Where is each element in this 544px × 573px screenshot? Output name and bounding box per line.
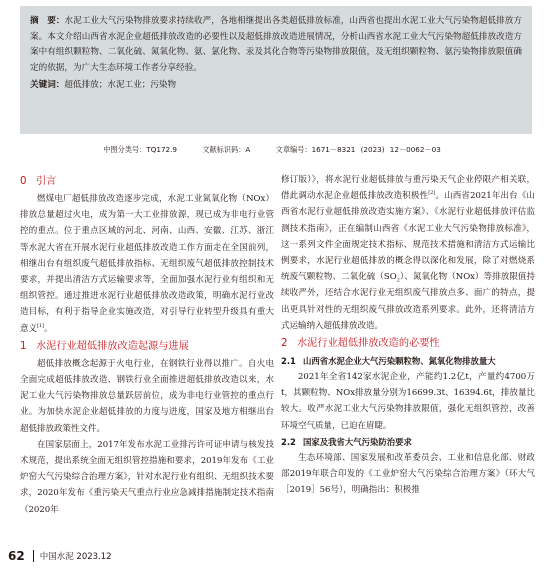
paragraph-text: ）、氮氧化物（NOx）等排放限值持续收严外，还结合水泥行业无组织废气排放点多、面广的特点，提出更具针对性的无组织废气排放改造系列要求。此外，还将清洁方式运输纳入超低排放改造。: [281, 272, 536, 331]
footer-divider: [33, 550, 34, 562]
origin-paragraph: 超低排放概念起源于火电行业，在钢铁行业得以推广。自火电全面完成超低排放改造、钢铁行业全面推进超低排放改造以来，水泥工业大气污染物排放总量跃居前位，成为非电行业管控的重点行业。为加快水泥企业超低排放的力度与进度，国家及地方相继出台超低排放政策性文件。: [20, 358, 274, 434]
intro-paragraph: [20, 191, 274, 337]
citation: [1]: [37, 322, 45, 329]
subsection-number: 2.2: [281, 436, 296, 447]
keywords-label: 关键词：: [30, 80, 65, 91]
journal-name: 中国水泥 2023.12: [39, 552, 112, 562]
abstract-label: 摘 要：: [30, 16, 65, 26]
section-title: 水泥行业超低排放改造的必要性: [297, 338, 440, 350]
keywords-line: [30, 78, 522, 94]
section-title: 引言: [36, 176, 57, 187]
requirements-paragraph: 生态环境部、国家发展和改革委员会、工业和信息化部、财政部2019年联合印发的《工业炉窑大气污染综合治理方案》（环大气［2019］56号），明确指出：积极推: [281, 452, 535, 496]
section-heading-0: [20, 173, 274, 190]
page-footer: [8, 546, 112, 566]
section-heading-1: [20, 338, 274, 355]
emission-paragraph: 2021年全省142家水泥企业，产能约1.2亿t，产量约4700万t，其颗粒物、NOx排放量分别为16699.3t、16394.6t，排放量比较大。收严水泥工业大气污染物排放限值，强化无组织管控，改善环境空气质量，已迫在眉睫。: [281, 372, 535, 431]
national-policy-paragraph: 在国家层面上，2017年发布水泥工业排污许可证申请与核发技术规范，提出系统全面无组织管控措施和要求，2019年发布《工业炉窑大气污染综合治理方案》，针对水泥行业有组织、无组织技术要求，2020年发布《重污染天气重点行业应急减排措施制定技术指南（2020年: [20, 439, 274, 515]
left-column: [20, 172, 274, 518]
abstract-text: 水泥工业大气污染物排放要求持续收严，各地相继提出各类超低排放标准，山西省也提出水泥工业大气污染物超低排放方案。本文介绍山西省水泥企业超低排放改造的必要性以及超低排放改造进展情况，分析山西省水泥工业大气污染物超低排放改造方案中有组织颗粒物、二氧化硫、氮氧化物、氨、氯化物、汞及其化合物等污染物排放限值，及无组织颗粒物、氨污染物排放限值确定的依据，为广大生态环境工作者分享经验。: [30, 16, 522, 73]
subsection-heading-2-2: [281, 434, 535, 450]
right-column: [281, 172, 535, 498]
subsection-number: 2.1: [281, 356, 296, 367]
section-number: 0: [20, 176, 27, 187]
section-number: 2: [281, 338, 288, 350]
doc-code: 文献标识码：A: [202, 145, 251, 154]
article-number: 文章编号：1671－8321 (2023) 12－0062－03: [275, 145, 441, 154]
clc-number: 中图分类号：TQ172.9: [103, 145, 177, 154]
article-meta: [0, 145, 544, 155]
section-heading-2: [281, 335, 535, 352]
page-number: 62: [8, 549, 25, 563]
paragraph-text: 。山西省2021年出台《山西省水泥行业超低排放改造实施方案》、《水泥行业超低排放评估监测技术指南》，正在编制山西省《水泥工业大气污染物排放标准》，这一系列文件全面规定技术指标、规范技术措施和清洁方式运输比例要求，水泥行业超低排放的概念得以深化和发展，除了对燃烧系统废气颗粒物、二氧化硫（SO: [281, 191, 535, 283]
subscript: 2: [396, 277, 400, 284]
intro-end: 。: [44, 323, 53, 334]
intro-text: 燃煤电厂超低排放改造逐步完成，水泥工业氮氧化物（NOx）排放总量超过火电，成为第一大工业排放源，现已成为非电行业管控的重点。位于重点区域的河北、河南、山西、安徽、江苏、浙江等水泥大省在开展水泥行业超低排放改造工作方面走在全国前列，相继出台有组织废气超低排放指标、无组织废气超低排放控制技术要求，并提出清洁方式运输要求等，全面加强水泥行业有组织和无组织管控。通过推进水泥行业超低排放改造政策，明确水泥行业改造目标，有利于指导企业实施改造，对引导行业转型升级具有重大意义: [20, 194, 274, 334]
section-number: 1: [20, 340, 27, 352]
abstract-paragraph: [30, 14, 522, 76]
abstract-box: [20, 6, 532, 134]
section-title: 水泥行业超低排放改造起源与进展: [36, 340, 189, 352]
keywords-text: 超低排放；水泥工业；污染物: [64, 80, 177, 91]
citation: [2]: [428, 190, 436, 197]
policy-continuation-paragraph: [281, 172, 535, 334]
subsection-title: 山西省水泥企业大气污染颗粒物、氮氧化物排放量大: [303, 356, 496, 367]
subsection-heading-2-1: [281, 353, 535, 369]
paragraph-text: 修订版）》，将水泥行业超低排放与重污染天气企业停限产相关联，借此调动水泥企业超低排放改造积极性: [281, 175, 535, 202]
subsection-title: 国家及我省大气污染防治要求: [303, 436, 412, 447]
